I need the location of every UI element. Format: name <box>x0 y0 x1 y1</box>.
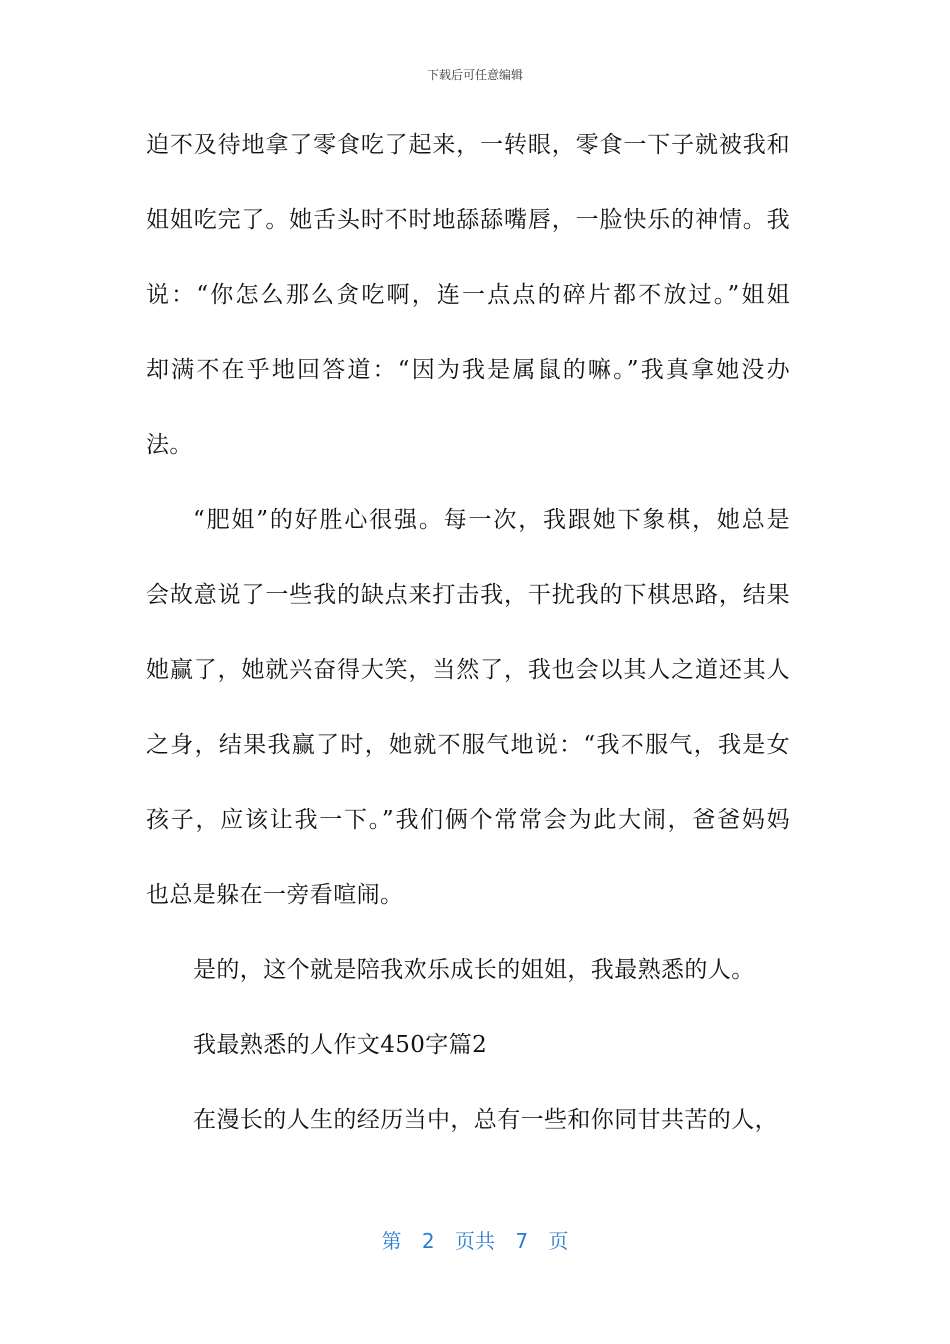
footer-page-number: 2 <box>421 1229 435 1253</box>
section-heading: 我最熟悉的人作文450字篇2 <box>193 1032 488 1058</box>
text-line: 说：“你怎么那么贪吃啊，连一点点的碎片都不放过。”姐姐 <box>146 282 790 308</box>
text-line: 之身，结果我赢了时，她就不服气地说：“我不服气，我是女 <box>146 732 790 758</box>
header-note: 下载后可任意编辑 <box>426 68 523 82</box>
paragraph-line: 在漫长的人生的经历当中，总有一些和你同甘共苦的人， <box>193 1107 778 1133</box>
text-line: 迫不及待地拿了零食吃了起来，一转眼，零食一下子就被我和 <box>146 132 790 158</box>
text-line: 姐姐吃完了。她舌头时不时地舔舔嘴唇，一脸快乐的神情。我 <box>146 207 790 233</box>
footer-total-pages: 7 <box>515 1229 529 1253</box>
text-line: 法。 <box>146 432 193 458</box>
page-footer <box>0 1225 950 1254</box>
footer-suffix: 页 <box>548 1229 569 1253</box>
text-line: 却满不在乎地回答道：“因为我是属鼠的嘛。”我真拿她没办 <box>146 357 790 383</box>
paragraph-start-line: “肥姐”的好胜心很强。每一次，我跟她下象棋，她总是 <box>193 507 790 533</box>
text-line: 她赢了，她就兴奋得大笑，当然了，我也会以其人之道还其人 <box>146 657 790 683</box>
text-line: 也总是躲在一旁看喧闹。 <box>146 882 404 908</box>
footer-prefix: 第 <box>381 1229 402 1253</box>
text-line: 孩子，应该让我一下。”我们俩个常常会为此大闹，爸爸妈妈 <box>146 807 790 833</box>
paragraph-line: 是的，这个就是陪我欢乐成长的姐姐，我最熟悉的人。 <box>193 957 755 983</box>
footer-middle: 页共 <box>455 1229 495 1253</box>
text-line: 会故意说了一些我的缺点来打击我，干扰我的下棋思路，结果 <box>146 582 790 608</box>
